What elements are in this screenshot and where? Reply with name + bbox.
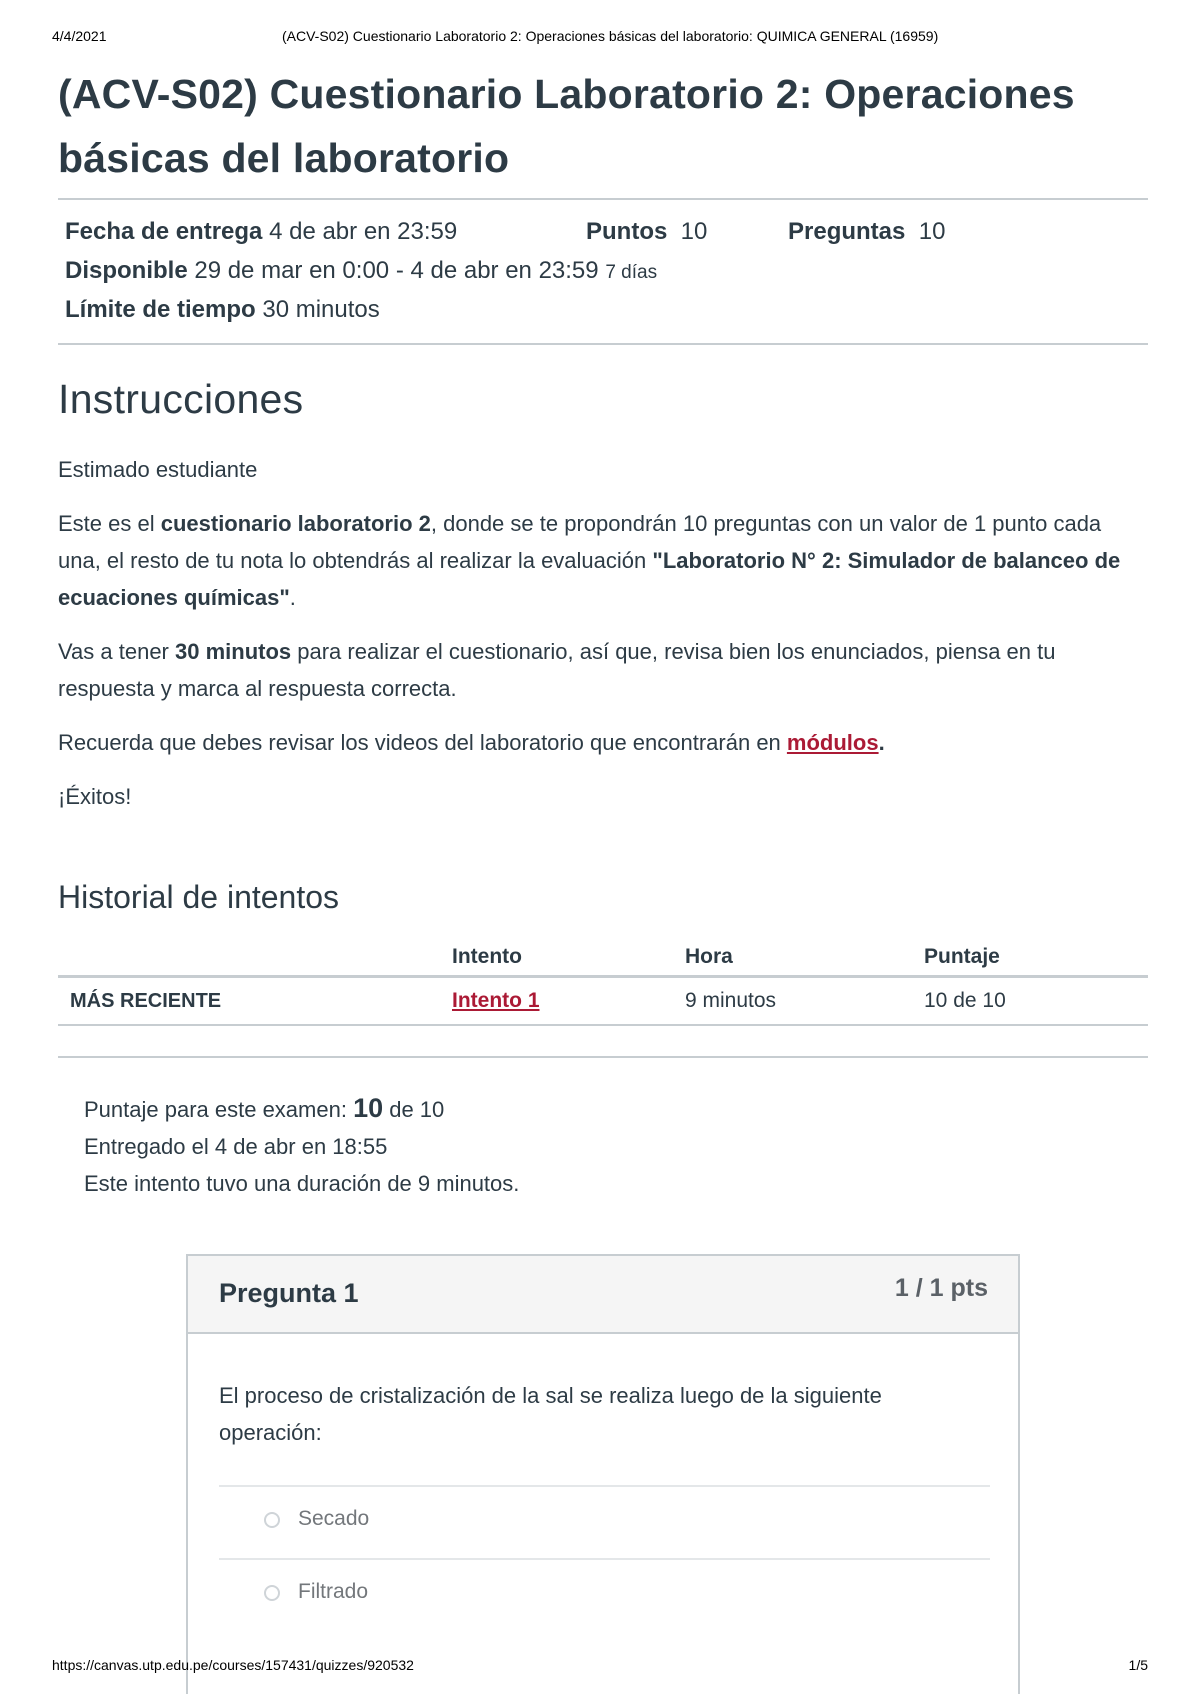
attempt-link[interactable]: Intento 1 [452,989,540,1012]
greeting: Estimado estudiante [58,457,258,482]
divider [58,1056,1148,1058]
question-name: Pregunta 1 [219,1278,359,1308]
questions-label: Preguntas [788,218,906,245]
answers-list [219,1485,990,1631]
quiz-title: (ACV-S02) Cuestionario Laboratorio 2: Operaciones básicas del laboratorio [58,71,1075,181]
answer-option[interactable] [219,1485,990,1558]
questions-value: 10 [918,218,946,245]
quiz-details [58,200,1148,343]
answer-option[interactable] [219,1558,990,1631]
duration-line: Este intento tuvo una duración de 9 minutos. [84,1171,520,1196]
availability [65,251,1141,290]
closing: ¡Éxitos! [58,784,132,809]
available-label: Disponible [65,257,188,284]
attempts-table [58,939,1148,1026]
score-value: 10 [353,1093,384,1123]
answer-label: Filtrado [298,1580,369,1603]
instructions-body [58,451,1148,815]
points-label: Puntos [586,218,668,245]
due-label: Fecha de entrega [65,218,263,245]
points [586,212,707,251]
question-text: El proceso de cristalización de la sal se realiza luego de la siguiente operación: [219,1383,882,1445]
answer-label: Secado [298,1507,370,1530]
column-header-score: Puntaje [924,939,1148,977]
print-header [52,28,1148,46]
time-limit-value: 30 minutos [262,296,380,323]
text: Recuerda que debes revisar los videos del laboratorio que encontrarán en [58,730,787,755]
divider [58,343,1148,345]
instructions-paragraph-3 [58,724,1148,761]
text: . [289,585,296,610]
history-heading: Historial de intentos [58,879,340,915]
due-date [65,218,457,245]
due-value: 4 de abr en 23:59 [269,218,458,245]
radio-button[interactable] [264,1585,280,1601]
question-header [188,1256,1018,1334]
question-card [186,1254,1020,1694]
instructions-paragraph-1 [58,505,1148,616]
text: Este es el [58,511,161,536]
available-days: 7 días [605,262,658,283]
modulos-link[interactable]: módulos [786,730,879,755]
text: Vas a tener [58,639,175,664]
text-bold: cuestionario laboratorio 2 [160,511,431,536]
questions-count [788,212,945,251]
page-number: 1/5 [1128,1657,1148,1673]
text: de 10 [383,1097,445,1122]
print-url: https://canvas.utp.edu.pe/courses/157431/quizzes/920532 [52,1657,414,1673]
text: . [878,730,885,755]
text: para realizar el cuestionario, así que, revisa bien los enunciados, piensa en tu respuesta y marca al respuesta correcta. [58,639,1056,701]
column-header-attempt: Intento [452,939,685,977]
time-limit [65,290,1141,329]
text: Puntaje para este examen: [84,1097,354,1122]
table-header-row [58,939,1148,977]
attempt-cell [452,977,685,1026]
text-bold: "Laboratorio N° 2: Simulador de balanceo de ecuaciones químicas" [58,548,1121,610]
print-footer [52,1657,1148,1675]
available-value: 29 de mar en 0:00 - 4 de abr en 23:59 [194,257,599,284]
quiz-content [58,62,1148,1202]
row-label: MÁS RECIENTE [58,977,452,1026]
column-header [58,939,452,977]
time-cell: 9 minutos [685,977,924,1026]
score-cell: 10 de 10 [924,977,1148,1026]
question-points: 1 / 1 pts [894,1274,988,1302]
time-limit-label: Límite de tiempo [65,296,256,323]
print-date: 4/4/2021 [52,28,107,44]
score-summary [84,1090,1148,1202]
table-row [58,977,1148,1026]
text: , donde se te propondrán 10 preguntas con un valor de 1 punto cada una, el resto de tu nota lo obtendrás al realizar la evaluación [58,511,1102,573]
score-line [84,1090,1148,1128]
instructions-paragraph-2 [58,633,1148,707]
print-page-title: (ACV-S02) Cuestionario Laboratorio 2: Operaciones básicas del laboratorio: QUIMICA GENERAL (16959) [282,28,939,44]
submitted-line: Entregado el 4 de abr en 18:55 [84,1134,388,1159]
column-header-time: Hora [685,939,924,977]
radio-button[interactable] [264,1512,280,1528]
instructions-heading: Instrucciones [58,376,304,422]
text-bold: 30 minutos [175,639,292,664]
points-value: 10 [680,218,708,245]
